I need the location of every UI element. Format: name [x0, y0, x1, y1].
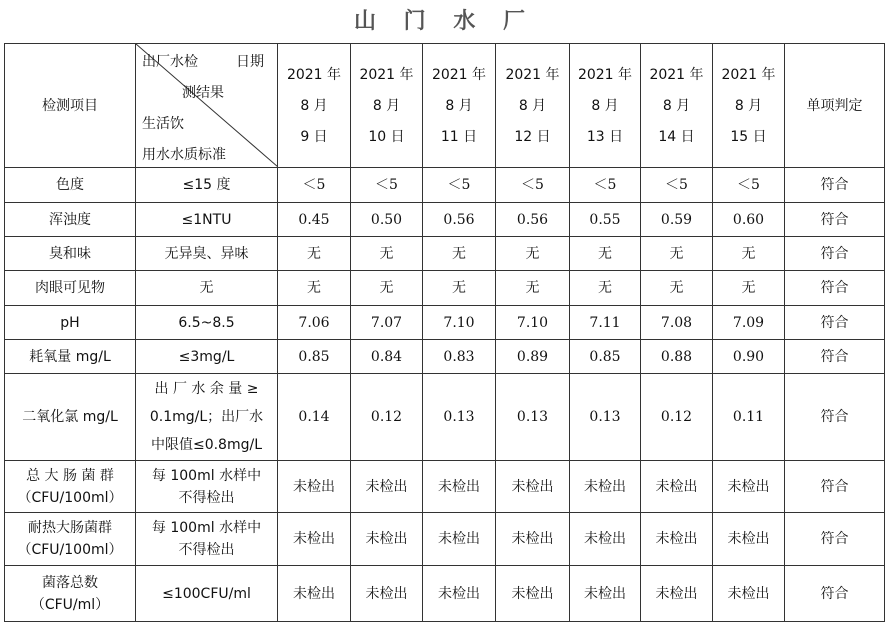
value-cell: 未检出: [423, 513, 496, 566]
value-cell: 7.10: [496, 306, 570, 340]
table-row: [5, 271, 885, 306]
value-cell: ＜5: [423, 168, 496, 203]
value-cell: 未检出: [496, 566, 570, 622]
item-cell: 臭和味: [5, 237, 136, 271]
item-line: 总 大 肠 菌 群: [26, 467, 114, 484]
value-cell: 0.12: [351, 374, 423, 461]
value-cell: 7.06: [278, 306, 351, 340]
standard-cell: [136, 513, 278, 566]
value-cell: 7.08: [641, 306, 713, 340]
value-cell: ＜5: [351, 168, 423, 203]
diag-standard-line2: 用水水质标准: [142, 147, 226, 163]
value-cell: 未检出: [351, 513, 423, 566]
date-header-4: 2021 年 8 月 12 日: [496, 44, 570, 168]
item-cell: pH: [5, 306, 136, 340]
verdict-cell: 符合: [785, 271, 885, 306]
value-cell: 0.11: [713, 374, 785, 461]
item-line: （CFU/ml）: [30, 596, 110, 613]
water-quality-table: [4, 43, 885, 622]
value-cell: 未检出: [351, 566, 423, 622]
value-cell: ＜5: [496, 168, 570, 203]
table-row: [5, 237, 885, 271]
standard-cell: ≤100CFU/ml: [136, 566, 278, 622]
value-cell: 无: [713, 271, 785, 306]
value-cell: 未检出: [423, 461, 496, 513]
item-cell: 肉眼可见物: [5, 271, 136, 306]
item-line: （CFU/100ml）: [17, 542, 123, 558]
value-cell: 无: [278, 271, 351, 306]
value-cell: ＜5: [713, 168, 785, 203]
value-cell: 无: [351, 237, 423, 271]
table-row: [5, 306, 885, 340]
value-cell: 无: [423, 237, 496, 271]
value-cell: 未检出: [570, 566, 641, 622]
value-cell: 无: [641, 271, 713, 306]
header-diagonal-cell: [136, 44, 278, 168]
item-cell: 耗氧量 mg/L: [5, 340, 136, 374]
value-cell: 未检出: [278, 513, 351, 566]
value-cell: 无: [641, 237, 713, 271]
value-cell: ＜5: [641, 168, 713, 203]
standard-cell: 无: [136, 271, 278, 306]
verdict-cell: 符合: [785, 306, 885, 340]
value-cell: 7.10: [423, 306, 496, 340]
diag-result-line2: 测结果: [182, 85, 224, 101]
item-line: 耐热大肠菌群: [28, 520, 112, 536]
value-cell: 未检出: [351, 461, 423, 513]
diag-result-line1: 出厂水检: [142, 54, 198, 70]
date-header-6: 2021 年 8 月 14 日: [641, 44, 713, 168]
value-cell: 无: [278, 237, 351, 271]
standard-cell: ≤1NTU: [136, 203, 278, 237]
value-cell: 0.88: [641, 340, 713, 374]
value-cell: 0.13: [496, 374, 570, 461]
page-title: 山 门 水 厂: [354, 9, 535, 34]
standard-cell: 6.5~8.5: [136, 306, 278, 340]
standard-cell: [136, 461, 278, 513]
standard-cell: ≤3mg/L: [136, 340, 278, 374]
value-cell: 未检出: [278, 461, 351, 513]
value-cell: 7.11: [570, 306, 641, 340]
standard-line: 0.1mg/L；出厂水: [149, 409, 264, 425]
value-cell: 0.60: [713, 203, 785, 237]
item-cell: 浑浊度: [5, 203, 136, 237]
value-cell: 0.14: [278, 374, 351, 461]
header-row: [5, 44, 885, 168]
value-cell: 未检出: [641, 513, 713, 566]
value-cell: 无: [570, 237, 641, 271]
value-cell: 无: [496, 237, 570, 271]
value-cell: 0.85: [278, 340, 351, 374]
verdict-cell: 符合: [785, 168, 885, 203]
item-cell: [5, 461, 136, 513]
diag-standard-line1: 生活饮: [142, 116, 184, 132]
table-row: [5, 203, 885, 237]
date-header-1: 2021 年 8 月 9 日: [278, 44, 351, 168]
value-cell: 无: [713, 237, 785, 271]
value-cell: ＜5: [278, 168, 351, 203]
standard-line: 不得检出: [178, 489, 235, 506]
value-cell: 7.09: [713, 306, 785, 340]
value-cell: 0.56: [423, 203, 496, 237]
standard-line: 不得检出: [178, 542, 235, 558]
item-cell: [5, 566, 136, 622]
verdict-cell: 符合: [785, 566, 885, 622]
value-cell: 未检出: [713, 461, 785, 513]
standard-cell: ≤15 度: [136, 168, 278, 203]
value-cell: 未检出: [423, 566, 496, 622]
value-cell: 0.45: [278, 203, 351, 237]
value-cell: 未检出: [713, 566, 785, 622]
table-row: [5, 374, 885, 461]
value-cell: 未检出: [641, 566, 713, 622]
value-cell: 无: [351, 271, 423, 306]
item-cell: [5, 513, 136, 566]
value-cell: 未检出: [713, 513, 785, 566]
value-cell: 0.50: [351, 203, 423, 237]
value-cell: 无: [423, 271, 496, 306]
verdict-cell: 符合: [785, 237, 885, 271]
item-cell: 色度: [5, 168, 136, 203]
item-line: 菌落总数: [42, 574, 98, 591]
header-verdict: 单项判定: [785, 44, 885, 168]
verdict-cell: 符合: [785, 340, 885, 374]
value-cell: 0.13: [423, 374, 496, 461]
table-row: [5, 461, 885, 513]
value-cell: 未检出: [570, 513, 641, 566]
table-row: [5, 566, 885, 622]
header-item: 检测项目: [5, 44, 136, 168]
standard-line: 每 100ml 水样中: [151, 467, 262, 484]
value-cell: 0.85: [570, 340, 641, 374]
value-cell: 未检出: [570, 461, 641, 513]
standard-cell: [136, 374, 278, 461]
date-header-5: 2021 年 8 月 13 日: [570, 44, 641, 168]
value-cell: 0.56: [496, 203, 570, 237]
table-row: [5, 168, 885, 203]
standard-line: 出 厂 水 余 量 ≥: [154, 381, 259, 397]
value-cell: 未检出: [496, 461, 570, 513]
date-header-7: 2021 年 8 月 15 日: [713, 44, 785, 168]
value-cell: 无: [570, 271, 641, 306]
date-header-3: 2021 年 8 月 11 日: [423, 44, 496, 168]
value-cell: 未检出: [278, 566, 351, 622]
value-cell: 无: [496, 271, 570, 306]
standard-line: 中限值≤0.8mg/L: [150, 437, 263, 453]
value-cell: 0.89: [496, 340, 570, 374]
standard-cell: 无异臭、异味: [136, 237, 278, 271]
value-cell: ＜5: [570, 168, 641, 203]
date-header-2: 2021 年 8 月 10 日: [351, 44, 423, 168]
standard-line: 每 100ml 水样中: [151, 520, 262, 536]
value-cell: 未检出: [496, 513, 570, 566]
diag-date-label: 日期: [236, 54, 264, 70]
value-cell: 7.07: [351, 306, 423, 340]
value-cell: 0.13: [570, 374, 641, 461]
verdict-cell: 符合: [785, 203, 885, 237]
value-cell: 0.84: [351, 340, 423, 374]
value-cell: 0.55: [570, 203, 641, 237]
value-cell: 0.59: [641, 203, 713, 237]
table-row: [5, 340, 885, 374]
item-line: （CFU/100ml）: [17, 489, 123, 506]
value-cell: 0.83: [423, 340, 496, 374]
table-row: [5, 513, 885, 566]
item-cell: 二氧化氯 mg/L: [5, 374, 136, 461]
value-cell: 0.90: [713, 340, 785, 374]
verdict-cell: 符合: [785, 513, 885, 566]
value-cell: 未检出: [641, 461, 713, 513]
value-cell: 0.12: [641, 374, 713, 461]
verdict-cell: 符合: [785, 461, 885, 513]
verdict-cell: 符合: [785, 374, 885, 461]
